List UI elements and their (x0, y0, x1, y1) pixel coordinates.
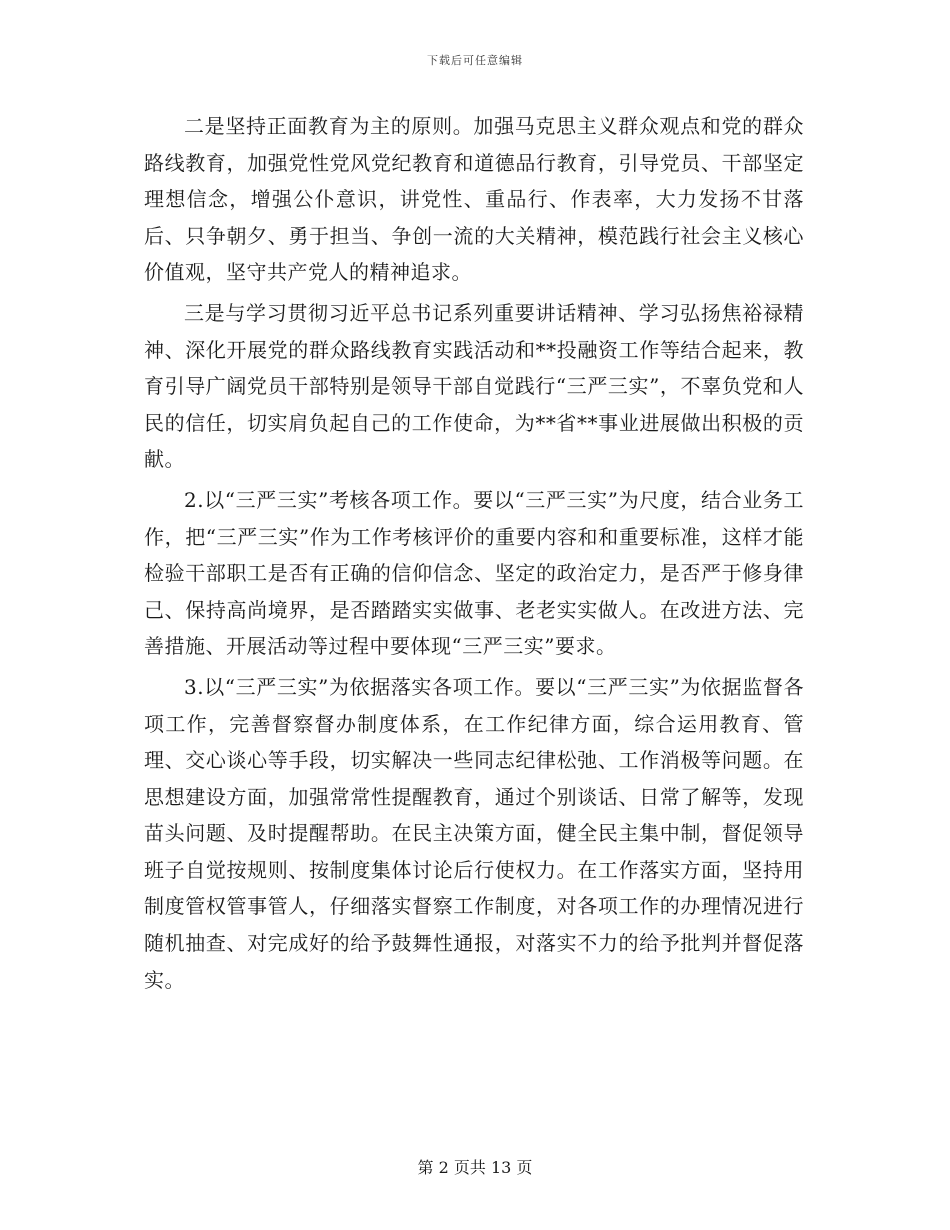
paragraph-assessment: 2.以“三严三实”考核各项工作。要以“三严三实”为尺度，结合业务工作，把“三严三实”作为工作考核评价的重要内容和和重要标准，这样才能检验干部职工是否有正确的信仰信念、坚定的政治定力，是否严于修身律己、保持高尚境界，是否踏踏实实做事、老老实实做人。在改进方法、完善措施、开展活动等过程中要体现“三严三实”要求。 (144, 487, 804, 659)
page-header-note: 下载后可任意编辑 (427, 54, 523, 67)
paragraph-implementation: 3.以“三严三实”为依据落实各项工作。要以“三严三实”为依据监督各项工作，完善督察督办制度体系，在工作纪律方面，综合运用教育、管理、交心谈心等手段，切实解决一些同志纪律松弛、工作消极等问题。在思想建设方面，加强常常性提醒教育，通过个别谈话、日常了解等，发现苗头问题、及时提醒帮助。在民主决策方面，健全民主集中制，督促领导班子自觉按规则、按制度集体讨论后行使权力。在工作落实方面，坚持用制度管权管事管人，仔细落实督察工作制度，对各项工作的办理情况进行随机抽查、对完成好的给予鼓舞性通报，对落实不力的给予批判并督促落实。 (144, 674, 804, 992)
document-body (144, 108, 804, 1002)
paragraph-principle-three: 三是与学习贯彻习近平总书记系列重要讲话精神、学习弘扬焦裕禄精神、深化开展党的群众路线教育实践活动和**投融资工作等结合起来，教育引导广阔党员干部特别是领导干部自觉践行“三严三实”，不辜负党和人民的信任，切实肩负起自己的工作使命，为**省**事业进展做出积极的贡献。 (144, 300, 804, 472)
page-number: 第 2 页共 13 页 (417, 1158, 533, 1177)
paragraph-principle-two: 二是坚持正面教育为主的原则。加强马克思主义群众观点和党的群众路线教育，加强党性党风党纪教育和道德品行教育，引导党员、干部坚定理想信念，增强公仆意识，讲党性、重品行、作表率，大力发扬不甘落后、只争朝夕、勇于担当、争创一流的大关精神，模范践行社会主义核心价值观，坚守共产党人的精神追求。 (144, 114, 804, 285)
